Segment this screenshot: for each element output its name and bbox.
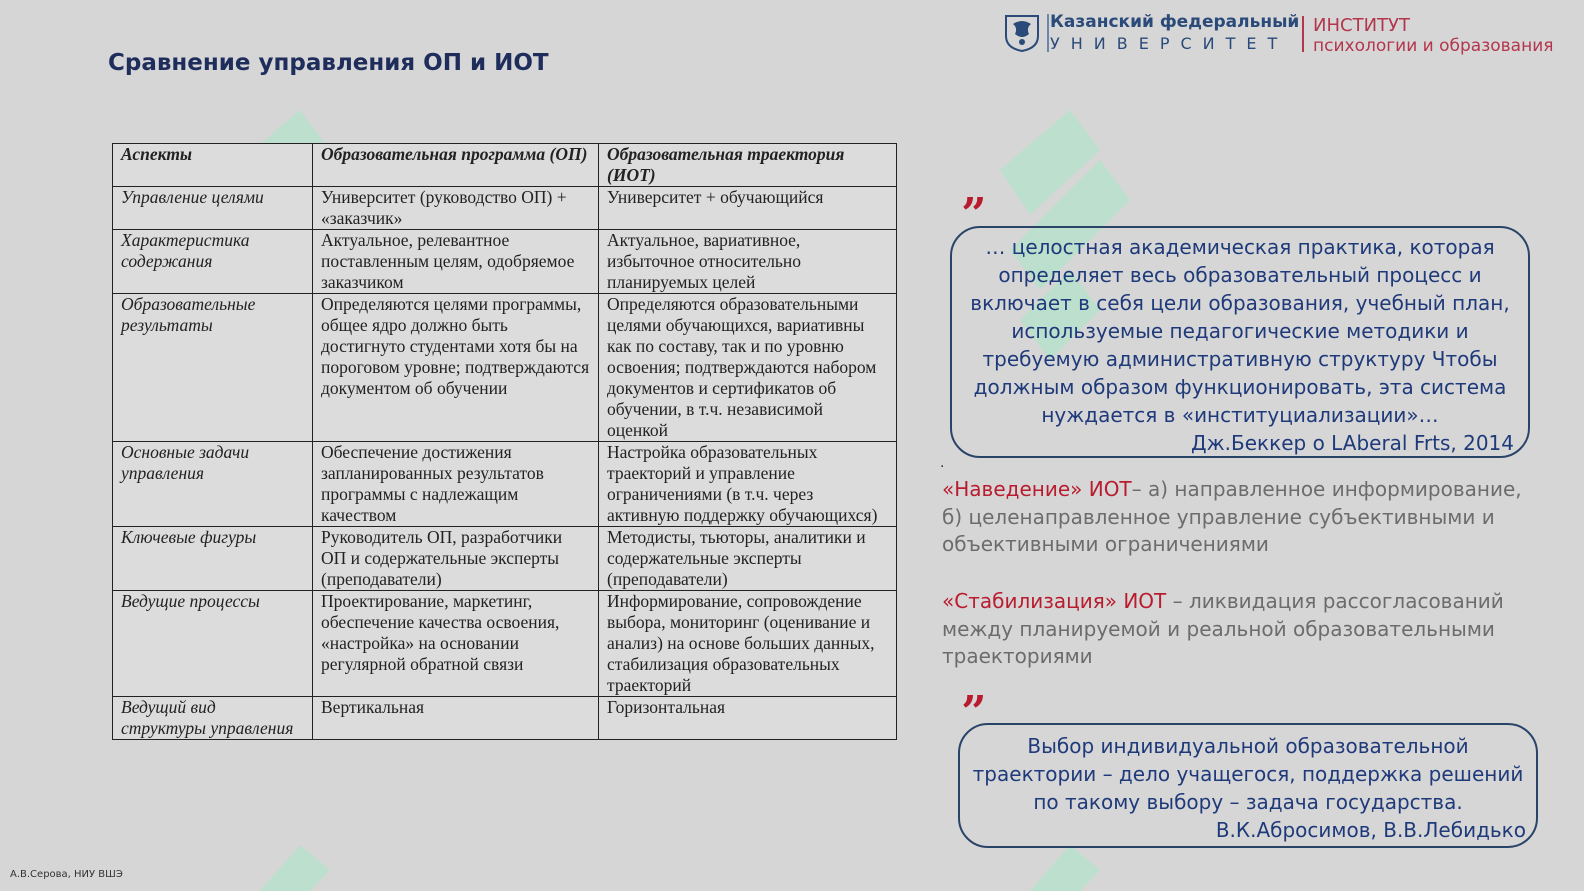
quote-text: … целостная академическая практика, которая определяет весь образовательный процесс и включает в себя цели образования, учебный план, используемые педагогические методики и требуемую административную структуру Чтобы должным образом функционировать, эта система нуждается в «институциализации»… xyxy=(970,235,1510,427)
table-row xyxy=(113,294,897,442)
table-cell: Руководитель ОП, разработчики ОП и содержательные эксперты (преподаватели) xyxy=(313,527,599,591)
table-row xyxy=(113,187,897,230)
table-row xyxy=(113,230,897,294)
quote-author: В.К.Абросимов, В.В.Лебидько xyxy=(1215,818,1526,842)
table-cell-aspect: Управление целями xyxy=(113,187,313,230)
institute-name-line2: психологии и образования xyxy=(1313,36,1554,56)
paragraph-text: – а) направленное информирование, б) целенаправленное управление субъективными и объективными ограничениями xyxy=(942,477,1522,556)
quote-box-abrosimov xyxy=(958,723,1538,848)
table-cell: Горизонтальная xyxy=(599,697,897,740)
paragraph-highlight: «Стабилизация» ИОТ xyxy=(942,589,1167,613)
table-header-cell: Образовательная траектория (ИОТ) xyxy=(599,144,897,187)
table-cell: Определяются образовательными целями обучающихся, вариативны как по составу, так и по уровню освоения; подтверждаются набором документов и сертификатов об обучении, в т.ч. независимой оценкой xyxy=(599,294,897,442)
table-row xyxy=(113,697,897,740)
institute-name-line1: ИНСТИТУТ xyxy=(1313,15,1410,36)
university-name-line2: УНИВЕРСИТЕТ xyxy=(1050,34,1289,53)
table-cell-aspect: Основные задачи управления xyxy=(113,442,313,527)
table-cell-aspect: Характеристика содержания xyxy=(113,230,313,294)
table-cell-aspect: Ведущие процессы xyxy=(113,591,313,697)
table-row xyxy=(113,527,897,591)
paragraph-highlight: «Наведение» ИОТ xyxy=(942,477,1132,501)
table-cell: Определяются целями программы, общее ядро должно быть достигнуто студентами хотя бы на пороговом уровне; подтверждаются документом об обучении xyxy=(313,294,599,442)
table-cell: Проектирование, маркетинг, обеспечение качества освоения, «настройка» на основании регулярной обратной связи xyxy=(313,591,599,697)
table-header-cell: Аспекты xyxy=(113,144,313,187)
quote-mark-icon: „ xyxy=(962,662,988,713)
paragraph-navedenie xyxy=(942,476,1542,559)
table-header-cell: Образовательная программа (ОП) xyxy=(313,144,599,187)
table-cell: Актуальное, вариативное, избыточное относительно планируемых целей xyxy=(599,230,897,294)
table-cell: Обеспечение достижения запланированных результатов программы с надлежащим качеством xyxy=(313,442,599,527)
quote-author: Дж.Беккер о LAberal Frts, 2014 xyxy=(1191,431,1514,455)
slide-title: Сравнение управления ОП и ИОТ xyxy=(108,50,549,76)
kfu-logo-icon xyxy=(1004,14,1040,52)
quote-text: Выбор индивидуальной образовательной траектории – дело учащегося, поддержка решений по такому выбору – задача государства. xyxy=(972,734,1524,814)
header-divider-red xyxy=(1302,16,1304,52)
quote-mark-icon: „ xyxy=(962,164,988,215)
paragraph-text: – ликвидация рассогласований между планируемой и реальной образовательными траекториями xyxy=(942,589,1504,668)
paragraph-stabilizatsiya xyxy=(942,588,1542,671)
table-row xyxy=(113,442,897,527)
table-cell: Методисты, тьюторы, аналитики и содержательные эксперты (преподаватели) xyxy=(599,527,897,591)
stray-dot: . xyxy=(940,454,945,471)
table-cell-aspect: Ведущий вид структуры управления xyxy=(113,697,313,740)
comparison-table xyxy=(112,143,897,740)
table-cell: Университет + обучающийся xyxy=(599,187,897,230)
table-cell: Информирование, сопровождение выбора, мониторинг (оценивание и анализ) на основе больших данных, стабилизация образовательных траекторий xyxy=(599,591,897,697)
table-cell-aspect: Образовательные результаты xyxy=(113,294,313,442)
table-cell-aspect: Ключевые фигуры xyxy=(113,527,313,591)
slide-footer: А.В.Серова, НИУ ВШЭ xyxy=(10,869,123,880)
table-cell: Вертикальная xyxy=(313,697,599,740)
table-cell: Актуальное, релевантное поставленным целям, одобряемое заказчиком xyxy=(313,230,599,294)
quote-box-becker xyxy=(950,226,1530,458)
university-name xyxy=(1050,12,1299,53)
table-header-row xyxy=(113,144,897,187)
table-cell: Настройка образовательных траекторий и управление ограничениями (в т.ч. через активную поддержку обучающихся) xyxy=(599,442,897,527)
table-cell: Университет (руководство ОП) + «заказчик» xyxy=(313,187,599,230)
header-divider xyxy=(1047,14,1049,52)
university-name-line1: Казанский федеральный xyxy=(1050,12,1300,32)
institute-name xyxy=(1313,15,1553,56)
table-row xyxy=(113,591,897,697)
